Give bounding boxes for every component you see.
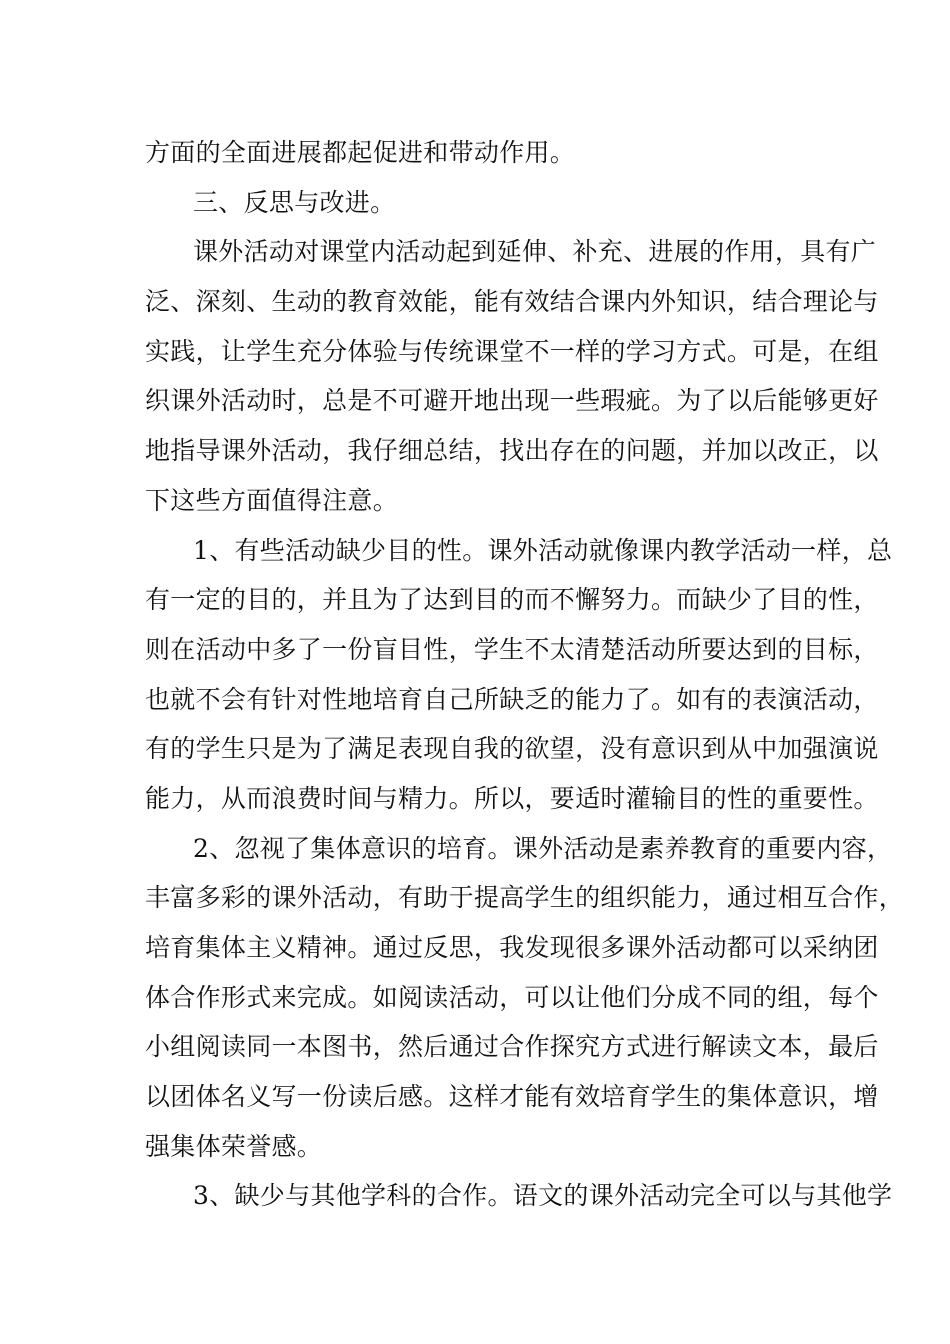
text-line: 丰富多彩的课外活动，有助于提高学生的组织能力，通过相互合作， — [145, 883, 905, 913]
section-heading: 三、反思与改进。 — [193, 187, 396, 217]
list-item-3-start: 3、缺少与其他学科的合作。语文的课外活动完全可以与其他学 — [193, 1181, 893, 1211]
text-line: 有一定的目的，并且为了达到目的而不懈努力。而缺少了目的性， — [145, 585, 879, 615]
text-line: 也就不会有针对性地培育自己所缺乏的能力了。如有的表演活动， — [145, 684, 879, 714]
text-line: 方面的全面进展都起促进和带动作用。 — [145, 138, 576, 167]
text-line: 强集体荣誉感。 — [145, 1131, 323, 1161]
text-line: 能力，从而浪费时间与精力。所以，要适时灌输目的性的重要性。 — [145, 783, 879, 813]
list-item-1-start: 1、有些活动缺少目的性。课外活动就像课内教学活动一样，总 — [193, 535, 893, 565]
list-item-2-start: 2、忽视了集体意识的培育。课外活动是素养教育的重要内容， — [193, 833, 893, 863]
text-line: 培育集体主义精神。通过反思，我发现很多课外活动都可以采纳团 — [145, 933, 879, 962]
text-line: 地指导课外活动，我仔细总结，找出存在的问题，并加以改正，以 — [145, 436, 879, 466]
text-line: 体合作形式来完成。如阅读活动，可以让他们分成不同的组，每个 — [145, 982, 879, 1012]
text-line: 实践，让学生充分体验与传统课堂不一样的学习方式。可是，在组 — [145, 336, 879, 366]
document-body — [145, 128, 905, 1221]
text-line: 有的学生只是为了满足表现自我的欲望，没有意识到从中加强演说 — [145, 734, 879, 764]
text-line: 泛、深刻、生动的教育效能，能有效结合课内外知识，结合理论与 — [145, 287, 879, 317]
text-line: 下这些方面值得注意。 — [145, 485, 399, 515]
text-line: 织课外活动时，总是不可避开地出现一些瑕疵。为了以后能够更好 — [145, 386, 879, 416]
text-line: 小组阅读同一本图书，然后通过合作探究方式进行解读文本，最后 — [145, 1032, 879, 1062]
text-line: 则在活动中多了一份盲目性，学生不太清楚活动所要达到的目标， — [145, 634, 879, 664]
text-line: 课外活动对课堂内活动起到延伸、补充、进展的作用，具有广 — [193, 237, 877, 267]
text-line: 以团体名义写一份读后感。这样才能有效培育学生的集体意识，增 — [145, 1082, 879, 1112]
